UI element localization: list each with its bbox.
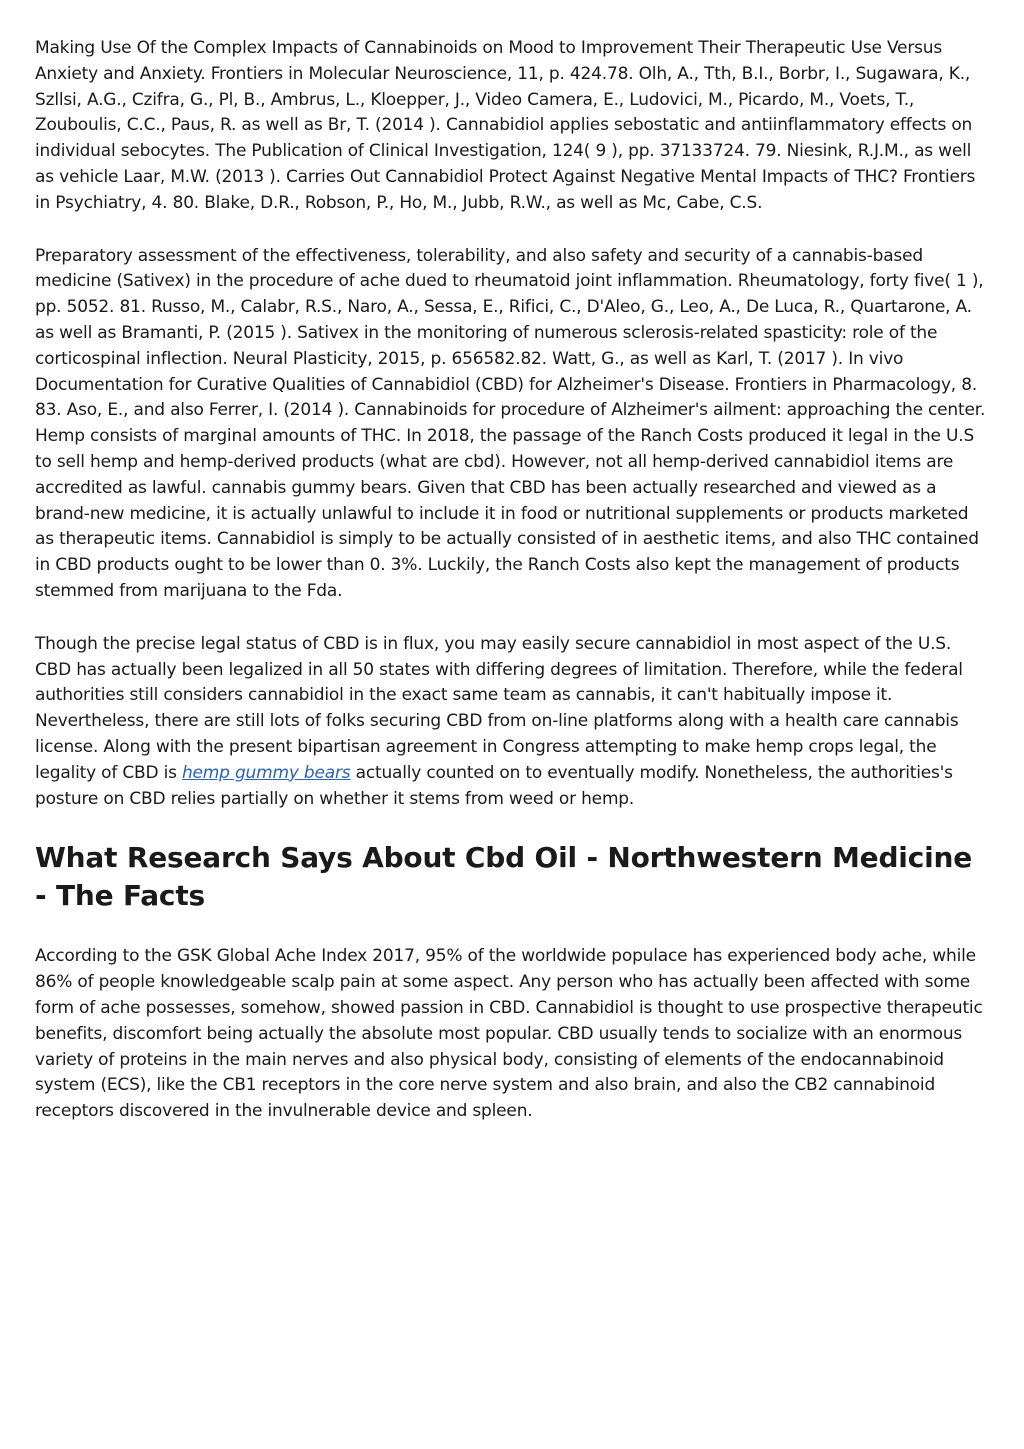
paragraph-pain-index: According to the GSK Global Ache Index 2017, 95% of the worldwide populace has experienced body ache, while 86% of people knowledgeable scalp pain at some aspect. Any person who has actually been affected with some form of ache possesses, somehow, showed passion in CBD. Cannabidiol is thought to use prospective therapeutic benefits, discomfort being actually the absolute most popular. CBD usually tends to socialize with an enormous variety of proteins in the main nerves and also physical body, consisting of elements of the endocannabinoid system (ECS), like the CB1 receptors in the core nerve system and also brain, and also the CB2 cannabinoid receptors discovered in the invulnerable device and spleen. (35, 946, 983, 1122)
paragraph-references-2: Preparatory assessment of the effectiveness, tolerability, and also safety and security of a cannabis-based medicine (Sativex) in the procedure of ache dued to rheumatoid joint inflammation. Rheumatology, forty five( 1 ), pp. 5052. 81. Russo, M., Calabr, R.S., Naro, A., Sessa, E., Rifici, C., D'Aleo, G., Leo, A., De Luca, R., Quartarone, A. as well as Bramanti, P. (2015 ). Sativex in the monitoring of numerous sclerosis-related spasticity: role of the corticospinal inflection. Neural Plasticity, 2015, p. 656582.82. Watt, G., as well as Karl, T. (2017 ). In vivo Documentation for Curative Qualities of Cannabidiol (CBD) for Alzheimer's Disease. Frontiers in Pharmacology, 8. 83. Aso, E., and also Ferrer, I. (2014 ). Cannabinoids for procedure of Alzheimer's ailment: approaching the center. Hemp consists of marginal amounts of THC. In 2018, the passage of the Ranch Costs produced it legal in the U.S to sell hemp and hemp-derived products (what are cbd). However, not all hemp-derived cannabidiol items are accredited as lawful. cannabis gummy bears. Given that CBD has been actually researched and viewed as a brand-new medicine, it is actually unlawful to include it in food or nutritional supplements or products marketed as therapeutic items. Cannabidiol is simply to be actually consisted of in aesthetic items, and also THC contained in CBD products ought to be lower than 0. 3%. Luckily, the Ranch Costs also kept the management of products stemmed from marijuana to the Fda. (35, 245, 986, 601)
paragraph-references-1: Making Use Of the Complex Impacts of Cannabinoids on Mood to Improvement Their Therapeutic Use Versus Anxiety and Anxiety. Frontiers in Molecular Neuroscience, 11, p. 424.78. Olh, A., Tth, B.I., Borbr, I., Sugawara, K., Szllsi, A.G., Czifra, G., Pl, B., Ambrus, L., Kloepper, J., Video Camera, E., Ludovici, M., Picardo, M., Voets, T., Zouboulis, C.C., Paus, R. as well as Br, T. (2014 ). Cannabidiol applies sebostatic and antiinflammatory effects on individual sebocytes. The Publication of Clinical Investigation, 124( 9 ), pp. 37133724. 79. Niesink, R.J.M., as well as vehicle Laar, M.W. (2013 ). Carries Out Cannabidiol Protect Against Negative Mental Impacts of THC? Frontiers in Psychiatry, 4. 80. Blake, D.R., Robson, P., Ho, M., Jubb, R.W., as well as Mc, Cabe, C.S. (35, 38, 976, 213)
article-body (35, 36, 991, 1152)
paragraph-text-before-link: Though the precise legal status of CBD is in flux, you may easily secure cannabidiol in most aspect of the U.S. CBD has actually been legalized in all 50 states with differing degrees of limitation. Therefore, while the federal authorities still considers cannabidiol in the exact same team as cannabis, it can't habitually impose it. Nevertheless, there are still lots of folks securing CBD from on-line platforms along with a health care cannabis license. Along with the present bipartisan agreement in Congress attempting to make hemp crops legal, the legality of CBD is (35, 633, 963, 783)
section-heading: What Research Says About Cbd Oil - Northwestern Medicine - The Facts (35, 841, 973, 913)
hemp-gummy-bears-link[interactable]: hemp gummy bears (181, 762, 351, 783)
paragraph-legal-status (35, 632, 991, 813)
paragraph-text-after-link: actually counted on to eventually modify. Nonetheless, the authorities's posture on CBD relies partially on whether it stems from weed or hemp. (35, 762, 953, 809)
